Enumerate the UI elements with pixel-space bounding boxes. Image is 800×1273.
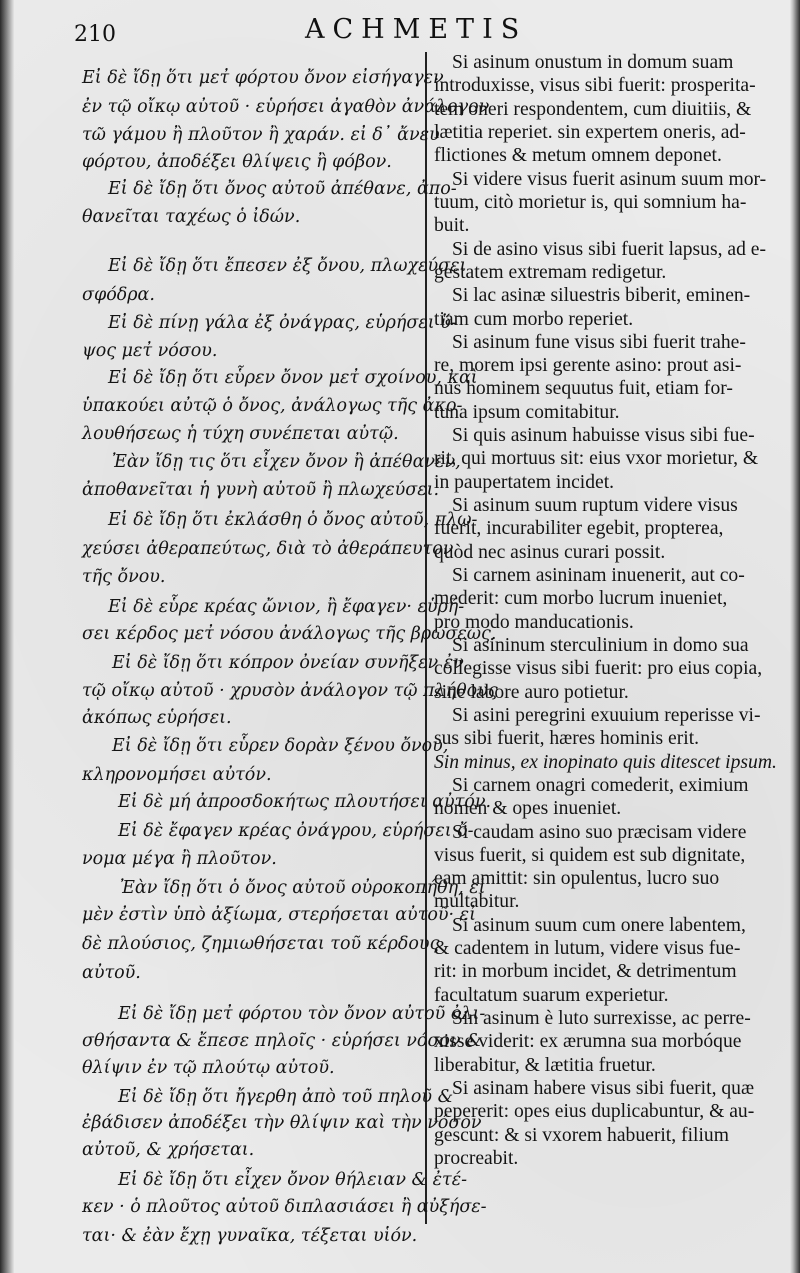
- greek-line: τῶ γάμου ἢ πλοῦτον ἢ χαράν. εἰ δ᾽ ἄνευ: [82, 125, 440, 145]
- latin-line: mederit: cum morbo lucrum inueniet,: [434, 588, 728, 609]
- latin-line: liberabitur, & lætitia fruetur.: [434, 1055, 656, 1076]
- latin-line: Si asinum onustum in domum suam: [452, 52, 734, 73]
- latin-line: Si asinam habere visus sibi fuerit, quæ: [452, 1078, 755, 1099]
- greek-line: κεν · ὁ πλοῦτος αὐτοῦ διπλασιάσει ἢ αὐξήσε-: [82, 1197, 487, 1217]
- greek-line: Εἰ δὲ ἴδῃ ὅτι κόπρον ὀνείαν συνῆξεν ἐν: [112, 653, 464, 673]
- greek-line: Εἰ δὲ ἔφαγεν κρέας ὀνάγρου, εὑρήσει ὄ-: [118, 821, 474, 841]
- latin-line: tuna ipsum comitabitur.: [434, 402, 620, 423]
- latin-line: nomen & opes inueniet.: [434, 798, 622, 819]
- greek-line: ἐβάδισεν ἀποδέξει τὴν θλίψιν καὶ τὴν νόσον: [82, 1113, 482, 1133]
- greek-line: μὲν ἐστὶν ὑπὸ ἀξίωμα, στερήσεται αὐτοῦ· εἰ: [82, 905, 476, 925]
- greek-line: Εἰ δὲ πίνῃ γάλα ἐξ ὀνάγρας, εὑρήσει ὕ-: [108, 313, 457, 333]
- latin-line: Si lac asinæ siluestris biberit, eminen-: [452, 285, 751, 306]
- latin-line: tiam cum morbo reperiet.: [434, 309, 634, 330]
- latin-line: pepererit: opes eius duplicabuntur, & au-: [434, 1101, 755, 1122]
- latin-line: Si asini peregrini exuuium reperisse vi-: [452, 705, 761, 726]
- latin-line: introduxisse, visus sibi fuerit: prosperita-: [434, 75, 756, 96]
- running-head: ACHMETIS: [305, 14, 528, 45]
- latin-line: lætitia reperiet. sin expertem oneris, ad-: [434, 122, 746, 143]
- greek-line: Ἐὰν ἴδῃ ὅτι ὁ ὄνος αὐτοῦ οὐροκοπήθη, εἰ: [120, 878, 486, 898]
- latin-line: Si carnem asininam inuenerit, aut co-: [452, 565, 745, 586]
- latin-line: collegisse visus sibi fuerit: pro eius copia,: [434, 658, 763, 679]
- latin-line: Sin asinum è luto surrexisse, ac perre-: [452, 1008, 751, 1029]
- latin-line: tem oneri respondentem, cum diuitiis, &: [434, 99, 752, 120]
- latin-line: Si carnem onagri comederit, eximium: [452, 775, 749, 796]
- greek-line: θανεῖται ταχέως ὁ ἰδών.: [82, 207, 301, 227]
- latin-line: nus hominem sequutus fuit, etiam for-: [434, 378, 733, 399]
- greek-line: νομα μέγα ἢ πλοῦτον.: [82, 849, 277, 869]
- greek-line: λουθήσεως ἡ τύχη συνέπεται αὐτῷ.: [82, 424, 399, 444]
- latin-line: in paupertatem incidet.: [434, 472, 615, 493]
- page-number: 210: [74, 22, 116, 47]
- latin-line: buit.: [434, 215, 470, 236]
- latin-line: Si asininum sterculinium in domo sua: [452, 635, 749, 656]
- latin-line: Si asinum fune visus sibi fuerit trahe-: [452, 332, 746, 353]
- greek-line: Ἐὰν ἴδῃ τις ὅτι εἶχεν ὄνον ἢ ἀπέθανεν,: [112, 452, 461, 472]
- latin-line: eam amittit: sin opulentus, lucro suo: [434, 868, 720, 889]
- greek-line: σφόδρα.: [82, 285, 155, 305]
- greek-line: Εἰ δὲ ἴδῃ ὅτι ἤγερθη ἀπὸ τοῦ πηλοῦ &: [118, 1087, 454, 1107]
- latin-line: rit, qui mortuus sit: eius vxor morietur, &: [434, 448, 759, 469]
- greek-line: Εἰ δὲ ἴδῃ ὅτι μετ̓ φόρτου ὄνον εἰσήγαγεν: [82, 68, 444, 88]
- latin-line: gescunt: & si vxorem habuerit, filium: [434, 1125, 729, 1146]
- latin-line: & cadentem in lutum, videre visus fue-: [434, 938, 741, 959]
- latin-line: Si quis asinum habuisse visus sibi fue-: [452, 425, 755, 446]
- greek-line: αὐτοῦ, & χρήσεται.: [82, 1140, 255, 1160]
- greek-line: ἀκόπως εὑρήσει.: [82, 708, 232, 728]
- latin-line: Si videre visus fuerit asinum suum mor-: [452, 169, 767, 190]
- latin-line: quòd nec asinus curari possit.: [434, 542, 666, 563]
- latin-line: rit: in morbum incidet, & detrimentum: [434, 961, 737, 982]
- greek-line: τῆς ὄνου.: [82, 567, 166, 587]
- greek-line: ἀποθανεῖται ἡ γυνὴ αὐτοῦ ἢ πλωχεύσει.: [82, 480, 440, 500]
- greek-line: τῷ οἴκῳ αὐτοῦ · χρυσὸν ἀνάλογον τῷ πλήθους: [82, 681, 498, 701]
- latin-line: facultatum suarum experietur.: [434, 985, 669, 1006]
- latin-line: Si de asino visus sibi fuerit lapsus, ad e-: [452, 239, 767, 260]
- greek-line: ἐν τῷ οἴκῳ αὐτοῦ · εὑρήσει ἀγαθὸν ἀνάλογον: [82, 97, 490, 117]
- latin-line: xisse viderit: ex ærumna sua morbóque: [434, 1031, 742, 1052]
- greek-line: χεύσει ἀθεραπεύτως, διὰ τὸ ἀθεράπευτον: [82, 539, 454, 559]
- latin-line: fuerit, incurabiliter egebit, propterea,: [434, 518, 724, 539]
- greek-line: σθήσαντα & ἔπεσε πηλοῖς · εὑρήσει νόσον &: [82, 1031, 482, 1051]
- greek-line: αὐτοῦ.: [82, 963, 141, 983]
- latin-line: gestatem extremam redigetur.: [434, 262, 667, 283]
- latin-line: visus fuerit, si quidem est sub dignitate,: [434, 845, 746, 866]
- latin-line: Sin minus, ex inopinato quis ditescet ipsum.: [434, 752, 777, 773]
- latin-line: Si asinum suum ruptum videre visus: [452, 495, 738, 516]
- greek-line: φόρτου, ἀποδέξει θλίψεις ἢ φόβον.: [82, 152, 392, 172]
- greek-line: Εἰ δὲ ἴδῃ ὅτι εἶχεν ὄνον θήλειαν & ἐτέ-: [118, 1170, 468, 1190]
- latin-line: sine labore auro potietur.: [434, 682, 629, 703]
- latin-line: flictiones & metum omnem deponet.: [434, 145, 722, 166]
- latin-line: Si caudam asino suo præcisam videre: [452, 822, 747, 843]
- greek-line: Εἰ δὲ εὗρε κρέας ὤνιον, ἢ ἔφαγεν· εὑρή-: [108, 597, 465, 617]
- latin-line: re, morem ipsi gerente asino: prout asi-: [434, 355, 742, 376]
- greek-line: σει κέρδος μετ̓ νόσου ἀνάλογως τῆς βρώσεως.: [82, 624, 497, 644]
- latin-line: Si asinum suum cum onere labentem,: [452, 915, 746, 936]
- greek-line: Εἰ δὲ ἴδῃ ὅτι ἐκλάσθη ὁ ὄνος αὐτοῦ, πλω-: [108, 510, 478, 530]
- latin-line: pro modo manducationis.: [434, 612, 634, 633]
- greek-line: Εἰ δὲ μή ἀπροσδοκήτως πλουτήσει αὐτόν.: [118, 792, 492, 812]
- greek-line: Εἰ δὲ ἴδῃ ὅτι εὗρεν ὄνον μετ̓ σχοίνου, καὶ: [108, 368, 478, 388]
- greek-line: ψος μετ̓ νόσου.: [82, 341, 218, 361]
- greek-line: ὑπακούει αὐτῷ ὁ ὄνος, ἀνάλογως τῆς ἀκο-: [82, 396, 463, 416]
- latin-line: procreabit.: [434, 1148, 519, 1169]
- greek-line: Εἰ δὲ ἴδῃ μετ̓ φόρτου τὸν ὄνον αὐτοῦ ὀλι-: [118, 1004, 486, 1024]
- greek-line: θλίψιν ἐν τῷ πλούτῳ αὐτοῦ.: [82, 1058, 335, 1078]
- latin-line: multabitur.: [434, 891, 520, 912]
- greek-line: δὲ πλούσιος, ζημιωθήσεται τοῦ κέρδους: [82, 934, 440, 954]
- latin-line: tuum, citò morietur is, qui somnium ha-: [434, 192, 747, 213]
- latin-line: sus sibi fuerit, hæres hominis erit.: [434, 728, 700, 749]
- greek-line: κληρονομήσει αὐτόν.: [82, 765, 272, 785]
- greek-line: Εἰ δὲ ἴδῃ ὅτι ἔπεσεν ἐξ ὄνου, πλωχεύσει: [108, 256, 467, 276]
- greek-line: Εἰ δὲ ἴδῃ ὅτι ὄνος αὐτοῦ ἀπέθανε, ἀπο-: [108, 179, 457, 199]
- greek-line: ται· & ἐὰν ἔχῃ γυναῖκα, τέξεται υἱόν.: [82, 1226, 418, 1246]
- greek-line: Εἰ δὲ ἴδῃ ὅτι εὗρεν δορὰν ξένου ὄνου,: [112, 736, 449, 756]
